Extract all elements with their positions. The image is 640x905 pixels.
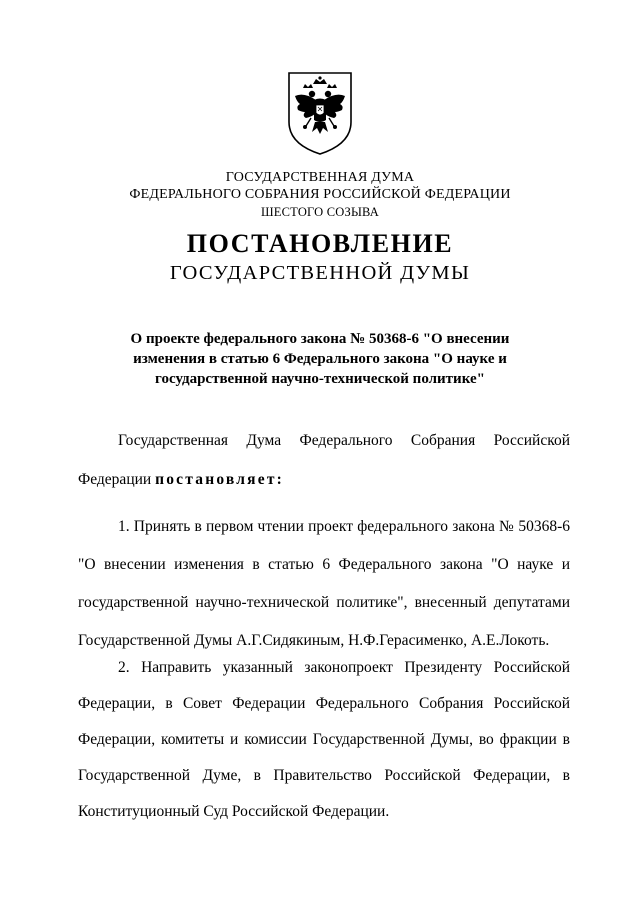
subject-line: изменения в статью 6 Федерального закона "О науке и — [133, 351, 507, 367]
preamble-line: Государственная Дума Федерального Собрания Российской — [118, 432, 570, 449]
document-issuer-title: ГОСУДАРСТВЕННОЙ ДУМЫ — [169, 262, 471, 284]
document-type-title: ПОСТАНОВЛЕНИЕ — [186, 229, 454, 258]
clause-line: 1. Принять в первом чтении проект федерального закона № 50368-6 — [118, 518, 570, 535]
clause-line: Государственной Думы А.Г.Сидякиным, Н.Ф.Герасименко, А.Е.Локоть. — [78, 632, 550, 649]
clause-line: Федерации, в Совет Федерации Федерального Собрания Российской — [78, 695, 570, 712]
subject-line: государственной научно-технической политике" — [155, 371, 485, 387]
header-line-convocation: ШЕСТОГО СОЗЫВА — [260, 205, 380, 219]
clause-line: Федерации, комитеты и комиссии Государственной Думы, во фракции в — [78, 731, 570, 748]
preamble-text: Федерации — [78, 471, 156, 488]
subject-line: О проекте федерального закона № 50368-6 "О внесении — [130, 331, 510, 347]
clause-line: "О внесении изменения в статью 6 Федерального закона "О науке и — [78, 556, 570, 573]
header-line-duma: ГОСУДАРСТВЕННАЯ ДУМА — [225, 170, 415, 185]
clause-line: государственной научно-технической политике", внесенный депутатами — [78, 594, 570, 611]
header-line-federal-assembly: ФЕДЕРАЛЬНОГО СОБРАНИЯ РОССИЙСКОЙ ФЕДЕРАЦИИ — [129, 187, 511, 202]
clause-line: Государственной Думе, в Правительство Российской Федерации, в — [78, 767, 570, 784]
preamble-line — [78, 469, 570, 491]
coat-of-arms-icon — [286, 70, 354, 156]
document-subject — [100, 329, 540, 389]
resolves-word: постановляет: — [155, 471, 284, 488]
clause-line: 2. Направить указанный законопроект Президенту Российской — [118, 659, 570, 676]
clause-line: Конституционный Суд Российской Федерации. — [78, 803, 390, 820]
